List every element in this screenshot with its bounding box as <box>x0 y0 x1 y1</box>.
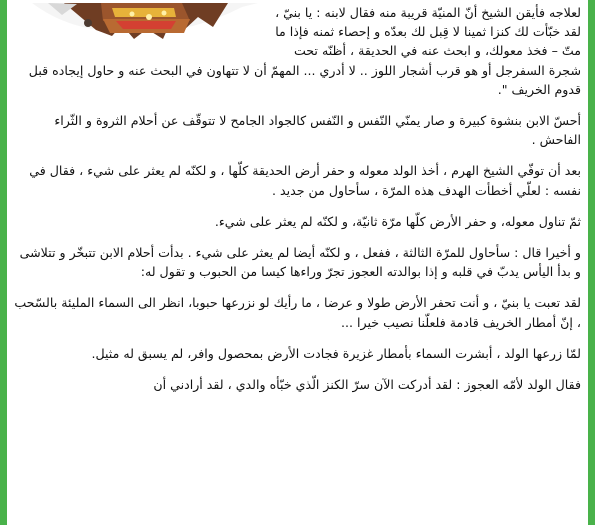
story-text <box>14 3 581 406</box>
story-paragraph-3: بعد أن توفّي الشيخ الهرم ، أخذ الولد معوله و حفر أرض الحديقة كلّها ، و لكنّه لم يعثر على شيء ، فقال في نفسه : لعلّي أخطأت الهدف هذه المرّة ، سأحاول من جديد . <box>29 163 581 198</box>
story-paragraph-6: لقد تعبت يا بنيّ ، و أنت تحفر الأرض طولا و عرضا ، ما رأيك لو نزرعها حبوبا، انظر الى السماء المليئة بالسّحب ، إنّ أمطار الخريف قادمة فلعلّنا نصيب خيرا ... <box>14 295 581 330</box>
story-paragraph-2: أحسّ الابن بنشوة كبيرة و صار يمنّي النّفس و النّفس كالجواد الجامح لا تتوقّف عن أحلام الثروة و الثّراء الفاحش . <box>54 113 581 148</box>
page-border-left <box>0 0 7 525</box>
story-paragraph-4: ثمّ تناول معوله، و حفر الأرض كلّها مرّة ثانيّة، و لكنّه لم يعثر على شيء. <box>214 213 581 229</box>
treasure-chest-illustration-icon <box>14 3 258 47</box>
story-paragraph-8: فقال الولد لأمّه العجوز : لقد أدركت الآن سرّ الكنز الّذي خبّأه والدي ، لقد أرادني أن <box>153 377 581 393</box>
story-paragraph-5: و أخيرا قال : سأحاول للمرّة الثالثة ، ففعل ، و لكنّه أيضا لم يعثر على شيء . بدأت أحلام الابن تتبخّر و تتلاشى و بدأ اليأس يدبّ في قلبه و إذا بوالدته العجوز تجرّ وراءها كيسا من الحبوب و تقول له: <box>19 245 581 280</box>
story-paragraph-7: لمّا زرعها الولد ، أبشرت السماء بأمطار غزيرة فجادت الأرض بمحصول وافر، لم يسبق له مثيل. <box>91 345 581 361</box>
story-paragraph-1: لعلاجه فأيقن الشيخ أنّ المنيّة قريبة منه فقال لابنه : يا بنيّ ، لقد خبّأت لك كنزا ثمينا لا قِبل لك بعدّه و إحصاء ثمنه فإذا ما متّ – فخذ معولك، و ابحث عنه في الحديقة ، أظنّه تحت شجرة السفرجل أو هو قرب أشجار اللوز .. لا أدري ... المهمّ أن لا تتهاون في البحث عنه و حاول إيجاده قبل قدوم الخريف ". <box>28 5 581 97</box>
page-border-right <box>588 0 595 525</box>
